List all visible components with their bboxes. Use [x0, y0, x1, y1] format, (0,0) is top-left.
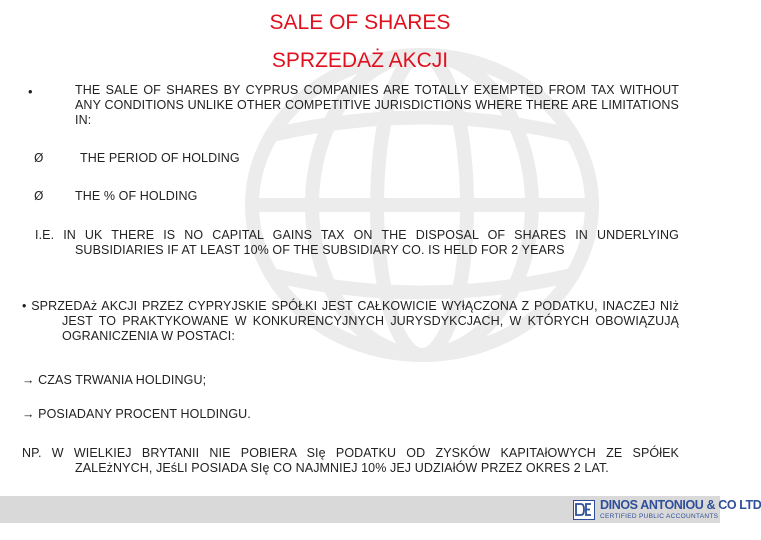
de-monogram-icon [573, 500, 595, 520]
polish-intro: • SPRZEDAż AKCJI PRZEZ CYPRYJSKIE SPÓŁKI JEST CAŁKOWICIE WYłĄCZONA Z PODATKU, INACZEJ NIż JEST TO PRAKTYKOWANE W KONKURENCYJNYCH JURYSDYKCJACH, W KTÓRYCH OBOWIĄZUJĄ OGRANICZENIA W POSTACI: [22, 299, 679, 343]
arrow-bullet-icon: Ø [34, 189, 44, 203]
polish-limitation-item: → POSIADANY PROCENT HOLDINGU. [22, 407, 251, 421]
polish-limitation-item: → CZAS TRWANIA HOLDINGU; [22, 373, 207, 387]
firm-name: DINOS ANTONIOU & CO LTD [600, 498, 761, 512]
limitation-item: THE PERIOD OF HOLDING [80, 151, 240, 165]
bullet-icon: • [28, 84, 33, 99]
limitation-item: THE % OF HOLDING [75, 189, 198, 203]
firm-subtitle: CERTIFIED PUBLIC ACCOUNTANTS [600, 513, 719, 520]
title-polish: SPRZEDAŻ AKCJI [271, 49, 449, 72]
english-example: I.E. IN UK THERE IS NO CAPITAL GAINS TAX ON THE DISPOSAL OF SHARES IN UNDERLYING SUBSIDIARIES IF AT LEAST 10% OF THE SUBSIDIARY CO. IS HELD FOR 2 YEARS [35, 228, 679, 257]
title-english: SALE OF SHARES [269, 11, 451, 34]
english-intro: THE SALE OF SHARES BY CYPRUS COMPANIES ARE TOTALLY EXEMPTED FROM TAX WITHOUT ANY CONDITIONS UNLIKE OTHER COMPETITIVE JURISDICTIONS WHERE THERE ARE LIMITATIONS IN: [75, 83, 679, 127]
arrow-bullet-icon: Ø [34, 151, 44, 165]
polish-example: NP. W WIELKIEJ BRYTANII NIE POBIERA SIę PODATKU OD ZYSKÓW KAPITAłOWYCH ZE SPÓłEK ZALEżNYCH, JEśLI POSIADA SIę CO NAJMNIEJ 10% JEJ UDZIAłÓW PRZEZ OKRES 2 LAT. [22, 446, 679, 475]
